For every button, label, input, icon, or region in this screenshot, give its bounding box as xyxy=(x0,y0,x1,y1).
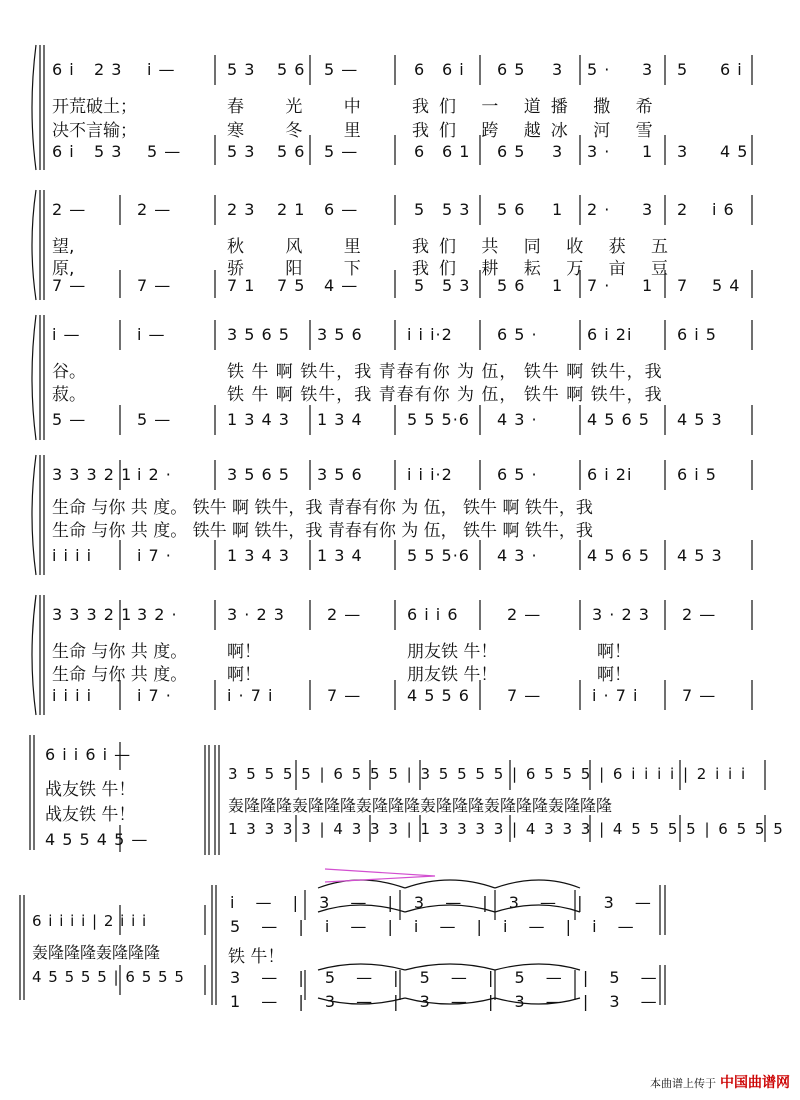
sys6-right-bottom: 1 3 3 3 3 | 4 3 3 3 | 1 3 3 3 3 | 4 3 3 3 | 4 5 5 5 5 | 6 5 5 5 xyxy=(228,820,784,838)
sys7-voice1: i — | 3 — | 3 — | 3 — | 3 — xyxy=(230,893,652,912)
sys7-left-top: 6 i i i i | 2 i i i xyxy=(32,912,148,930)
sys7-left-lyric: 轰隆隆隆轰隆隆隆 xyxy=(32,943,161,962)
footer-text: 本曲谱上传于 xyxy=(650,1077,716,1090)
sys6-left-top: 6 i i 6 i — xyxy=(45,745,132,764)
sys6-left-lyric1: 战友铁 牛！ xyxy=(45,780,136,800)
sys7-voice3: 3 — | 5 — | 5 — | 5 — | 5 — xyxy=(230,968,658,987)
sys6-right-lyric: 轰隆隆隆轰隆隆隆轰隆隆隆轰隆隆隆轰隆隆隆轰隆隆隆 xyxy=(228,796,613,815)
sys7-voice4: 1 — | 3 — | 3 — | 3 — | 3 — xyxy=(230,992,658,1011)
sys7-lyric: 铁 牛！ xyxy=(228,947,285,967)
sys6-left-lyric2: 战友铁 牛！ xyxy=(45,805,136,825)
sys7-voice2: 5 — | i — | i — | i — | i — xyxy=(230,917,635,936)
site-logo[interactable]: 中国曲谱网 xyxy=(720,1075,790,1091)
footer xyxy=(650,1072,790,1092)
sys6-left-bottom: 4 5 5 4 5 — xyxy=(45,830,149,849)
sys6-right-top: 3 5 5 5 5 | 6 5 5 5 | 3 5 5 5 5 | 6 5 5 5 | 6 i i i i | 2 i i i xyxy=(228,765,747,783)
sys7-left-bottom: 4 5 5 5 5 | 6 5 5 5 xyxy=(32,968,185,986)
